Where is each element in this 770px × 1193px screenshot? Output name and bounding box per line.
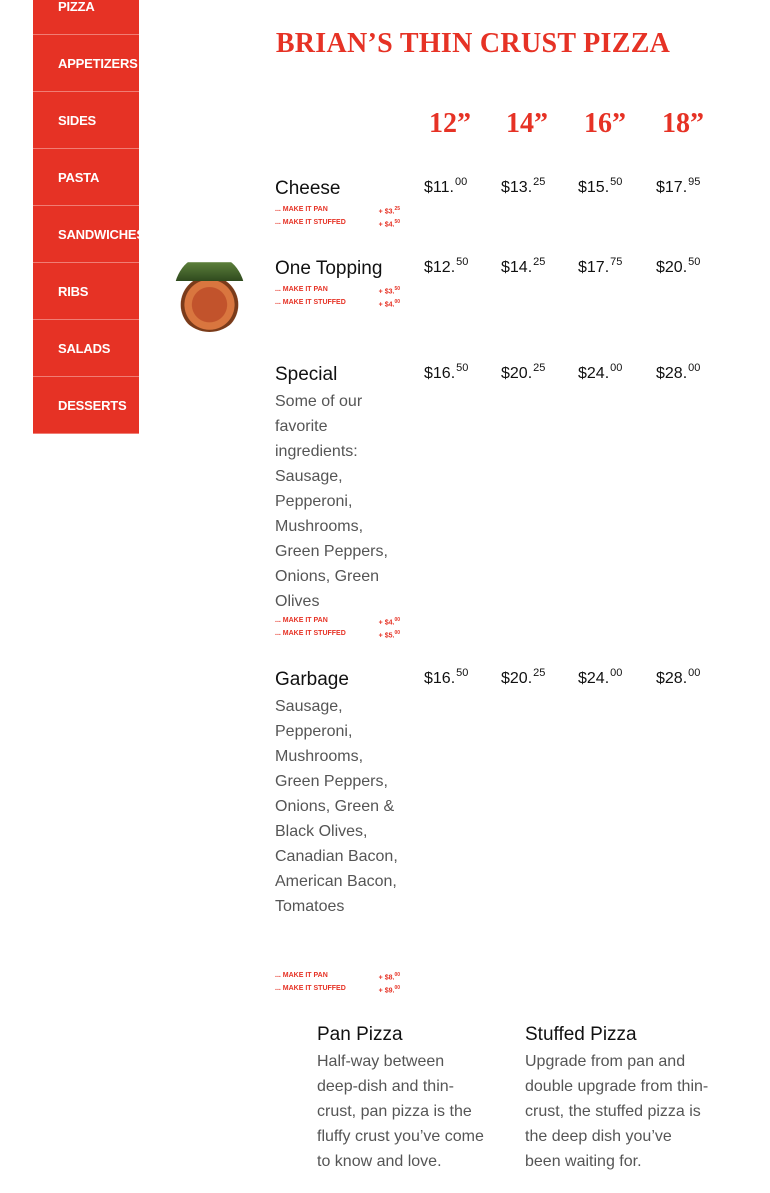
size-header-16: 16” [584,108,626,139]
upgrade-label: ... MAKE IT PAN [275,286,328,293]
make-it-pan-option[interactable] [275,615,400,628]
nav-item-salads[interactable]: SALADS [33,320,139,377]
make-it-stuffed-option[interactable] [275,983,400,996]
upgrade-label: ... MAKE IT STUFFED [275,219,346,227]
nav-item-pizza[interactable]: PIZZA [33,0,139,35]
price-one-topping-18: $20.50 [656,256,701,276]
price-cheese-18: $17.95 [656,176,701,196]
price-one-topping-16: $17.75 [578,256,623,276]
upgrade-label: ... MAKE IT PAN [275,206,328,213]
upgrade-price: + $4. [378,301,395,309]
pan-pizza-title: Pan Pizza [317,1024,403,1045]
price-special-14: $20.25 [501,362,546,382]
upgrade-price: + $9. [378,987,395,995]
upgrade-label: ... MAKE IT STUFFED [275,630,346,638]
upgrade-price: + $8. [378,974,395,982]
price-cheese-12: $11.00 [424,176,468,196]
upgrade-cents: 50 [394,219,400,226]
nav-item-sandwiches[interactable]: SANDWICHES [33,206,139,263]
upgrade-label: ... MAKE IT STUFFED [275,299,346,307]
make-it-stuffed-option[interactable] [275,628,400,641]
stuffed-pizza-title: Stuffed Pizza [525,1024,637,1045]
price-garbage-12: $16.50 [424,667,469,687]
price-one-topping-14: $14.25 [501,256,546,276]
price-garbage-16: $24.00 [578,667,623,687]
nav-item-sides[interactable]: SIDES [33,92,139,149]
price-special-12: $16.50 [424,362,469,382]
category-sidebar [33,0,145,434]
upgrade-cents: 00 [394,299,400,306]
nav-item-desserts[interactable]: DESSERTS [33,377,139,434]
upgrade-label: ... MAKE IT PAN [275,617,328,624]
upgrade-cents: 00 [394,630,400,637]
upgrade-options-one-topping [275,284,400,311]
upgrade-options-garbage [275,970,400,997]
item-name-one-topping: One Topping [275,258,383,279]
upgrade-price: + $5. [378,632,395,640]
upgrade-price: + $3. [378,208,395,216]
size-header-12: 12” [429,108,471,139]
item-name-cheese: Cheese [275,178,341,199]
price-garbage-14: $20.25 [501,667,546,687]
item-name-garbage: Garbage [275,669,349,690]
upgrade-price: + $3. [378,288,395,296]
pizza-photo [174,254,245,332]
make-it-pan-option[interactable] [275,204,400,217]
size-header-18: 18” [662,108,704,139]
upgrade-label: ... MAKE IT PAN [275,972,328,979]
item-desc-special: Some of our favorite ingredients: Sausage, Pepperoni, Mushrooms, Green Peppers, Onions, Green Olives [275,393,388,610]
price-cheese-14: $13.25 [501,176,546,196]
upgrade-label: ... MAKE IT STUFFED [275,985,346,993]
upgrade-options-special [275,615,400,642]
price-one-topping-12: $12.50 [424,256,469,276]
upgrade-cents: 25 [394,206,400,212]
pan-pizza-desc: Half-way between deep-dish and thin-crust, pan pizza is the fluffy crust you’ve come to know and love. [317,1053,484,1170]
upgrade-cents: 00 [394,972,400,978]
item-name-special: Special [275,364,338,385]
menu-title: BRIAN’S THIN CRUST PIZZA [275,28,671,59]
upgrade-cents: 00 [394,617,400,623]
upgrade-cents: 50 [394,286,400,292]
nav-item-pasta[interactable]: PASTA [33,149,139,206]
upgrade-options-cheese [275,204,400,231]
price-special-16: $24.00 [578,362,623,382]
make-it-pan-option[interactable] [275,970,400,983]
nav-item-appetizers[interactable]: APPETIZERS [33,35,139,92]
price-cheese-16: $15.50 [578,176,623,196]
make-it-pan-option[interactable] [275,284,400,297]
price-special-18: $28.00 [656,362,701,382]
upgrade-price: + $4. [378,221,395,229]
upgrade-cents: 00 [394,985,400,992]
make-it-stuffed-option[interactable] [275,297,400,310]
size-header-14: 14” [506,108,548,139]
stuffed-pizza-desc: Upgrade from pan and double upgrade from thin-crust, the stuffed pizza is the deep dish you’ve been waiting for. [525,1053,709,1170]
nav-item-ribs[interactable]: RIBS [33,263,139,320]
make-it-stuffed-option[interactable] [275,217,400,230]
item-desc-garbage: Sausage, Pepperoni, Mushrooms, Green Peppers, Onions, Green & Black Olives, Canadian Bacon, American Bacon, Tomatoes [275,698,398,915]
price-garbage-18: $28.00 [656,667,701,687]
upgrade-price: + $4. [378,619,395,627]
